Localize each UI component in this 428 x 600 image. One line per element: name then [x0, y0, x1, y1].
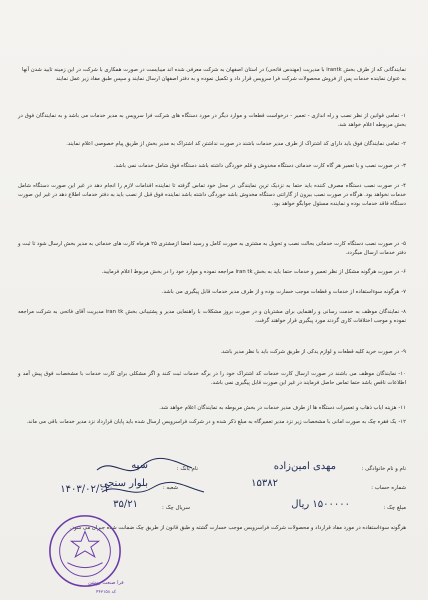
bank-label: نام بانک : [176, 466, 198, 472]
name-handwriting: مهدی امین‌زاده [273, 461, 336, 472]
clause-text: در صورت نصب دستگاه مصرف کننده باید حتما به نزدیک ترین نمایندگی در محل خود تماس گرفته تا نماینده اقدامات لازم را انجام دهد در غیر این صورت دستگاه شامل خدمات نخواهد بود. هرگاه در صورت نصب بیرون از گارانتی دستگاه مخدوش باشد خوردگی داشته باشد نماینده فوق قبل از نصب باید به دفتر خدمات اطلاع دهد در غیر این صورت دستگاه فاقد خدمات بوده و نماینده مسئول جوابگو خواهد بود. [18, 183, 406, 208]
intro-paragraph: نمایندگانی که از طرف بخش irantk با مدیریت (مهندس فاتحی) در استان اصفهان به شرکت معرفی شده اند میبایست در صورت همکاری با شرکت در این زمینه تایید شدن آنها به عنوان نماینده خدمات پس از فروش محصولات شرکت فرا سرویس قرار داد و تکمیل نموده و به دفتر اصفهان ارسال نمایند و سپس طبق مفاد زیر عمل نمایند [22, 67, 406, 82]
clause-number: ۹- [401, 349, 406, 355]
clause-number: ۸- [401, 309, 406, 315]
clause-text: هزینه ایاب ذهاب و تعمیرات دستگاه ها از طرف مدیر خدمات در بخش مربوطه به نمایندگان اعلام خواهد شد. [159, 405, 397, 411]
clause-number: ۶- [401, 269, 406, 275]
clause-11 [18, 404, 406, 413]
clause-10 [18, 370, 406, 388]
clause-text: نمایندگان موظف می باشند در صورت ارسال کارت خدمات کد اشتراک خود را در برگه خدمات ثبت کنند و اگر مشکلی برای کارت خدمات با مشخصات فوق پیش آمد و اطلاعات ناقص باشد حتما تماس حاصل فرمایند در غیر این صورت قابل پیگیری نمی باشد. [18, 371, 406, 387]
clause-4 [18, 182, 406, 210]
clause-number: ۲- [401, 141, 406, 147]
clause-number: ۱۱- [398, 405, 406, 411]
cheque-serial-label: سریال چک : [162, 505, 190, 511]
date-handwriting: ۱۴۰۳/۰۲/۰۲ [60, 484, 110, 495]
clause-number: ۷- [401, 289, 406, 295]
clause-number: ۳- [401, 163, 406, 169]
clause-text: در صورت نصب و یا تعمیر هر گاه کارت خدماتی دستگاه مخدوش و قلم خوردگی داشته باشد دستگاه فوق شامل خدمات نمی باشد. [113, 163, 400, 169]
cheque-amount-handwriting: ۱۵۰۰۰۰۰ ریال [291, 499, 350, 510]
clause-text: نمایندگان موظف به خدمت رسانی و راهنمایی برای مشتریان و در صورت بروز مشکلات با راهنمایی مدیر و پشتیبانی بخش iran tk مدیریت آقای فاتحی به شرکت مراجعه نموده و موجب اختلافات کاری گردند مورد پیگیری قرار خواهند گرفت. [18, 309, 406, 325]
clause-number: ۱- [401, 113, 406, 119]
stamp-line1: فرا صنعت روشن [88, 580, 124, 586]
clause-text: در صورت هرگونه مشکل از نظر تعمیر و خدمات حتما باید به بخش iran tk مراجعه نموده و موارد خود را در بخش مربوط اعلام فرمایید. [101, 269, 400, 275]
stamp-line2: کد ۴۴۳۱۵۸ [96, 590, 116, 595]
signature-scribble [92, 452, 212, 512]
clause-8 [18, 308, 406, 326]
clause-text: تمامی قوانین از نظر نصب و راه اندازی - تعمیر - درخواست قطعات و موارد دیگر در مورد دستگاه های شرکت فرا سرویس به مدیر خدمات می باشد و به نمایندگان فوق در بخش مربوطه اعلام خواهد شد. [18, 113, 406, 129]
bank-handwriting: سپه [131, 460, 148, 471]
clause-12 [18, 418, 406, 427]
clause-text: هرگونه سوءاستفاده از خدمات و قطعات موجب خسارت بوده و از طرف مدیر خدمات قابل پیگیری می باشد. [161, 289, 400, 295]
company-stamp-icon [46, 512, 124, 590]
clause-9 [18, 348, 406, 357]
closing-paragraph: هرگونه سوءاستفاده در مورد مفاد قرارداد و محصولات شرکت فراسرویس موجب خسارت گشته و طبق قانون از طریق چک ضمانت شده جبران می شود. [70, 525, 406, 531]
branch-label: شعبه : [162, 485, 178, 491]
name-label: نام و نام خانوادگی : [361, 466, 406, 472]
clause-number: ۱۲- [398, 419, 406, 425]
clause-6 [18, 268, 406, 277]
clause-number: ۵- [401, 241, 406, 247]
cheque-amount-label: مبلغ چک : [383, 505, 406, 511]
account-label: شماره حساب : [371, 485, 406, 491]
clause-text: یک فقره چک به صورت امانی با مشخصات زیر نزد مدیر تعمیرگاه به مبلغ ذکر شده و در شرکت فراسرویس ارسال شده باید پایان قرارداد نزد مدیر خدمات باقی می ماند. [26, 419, 397, 425]
clause-1 [18, 112, 406, 130]
branch-handwriting: بلوار سنجی [99, 478, 148, 489]
clause-number: ۱۰- [398, 371, 406, 377]
clause-number: ۴- [401, 183, 406, 189]
clause-text: تمامی نمایندگان فوق باید دارای کد اشتراک از طرف مدیر خدمات باشند در صورت نداشتن کد اشتراک به مدیر بخش از طریق پیام خصوصی اعلام نمایند. [66, 141, 400, 147]
clause-text: در صورت خرید کلیه قطعات و لوازم یدکی از طریق شرکت باید با نظر مدیر باشد. [220, 349, 400, 355]
clause-7 [18, 288, 406, 297]
clause-5 [18, 240, 406, 258]
cheque-serial-handwriting: ۳۵/۲۱ [113, 499, 138, 510]
clause-text: در صورت نصب دستگاه کارت خدماتی بحالت نصب و تحویل به مشتری به صورت کامل و رسید امضا ازمشتری ۲۵ هرماه کارت های خدماتی به مدیر بخش ارسال شود تا ثبت و دفتر خدمات ارسال میگردد. [18, 241, 406, 257]
account-handwriting: ۱۵۳۸۲ [251, 478, 278, 489]
clause-2 [18, 140, 406, 149]
clause-3 [18, 162, 406, 171]
